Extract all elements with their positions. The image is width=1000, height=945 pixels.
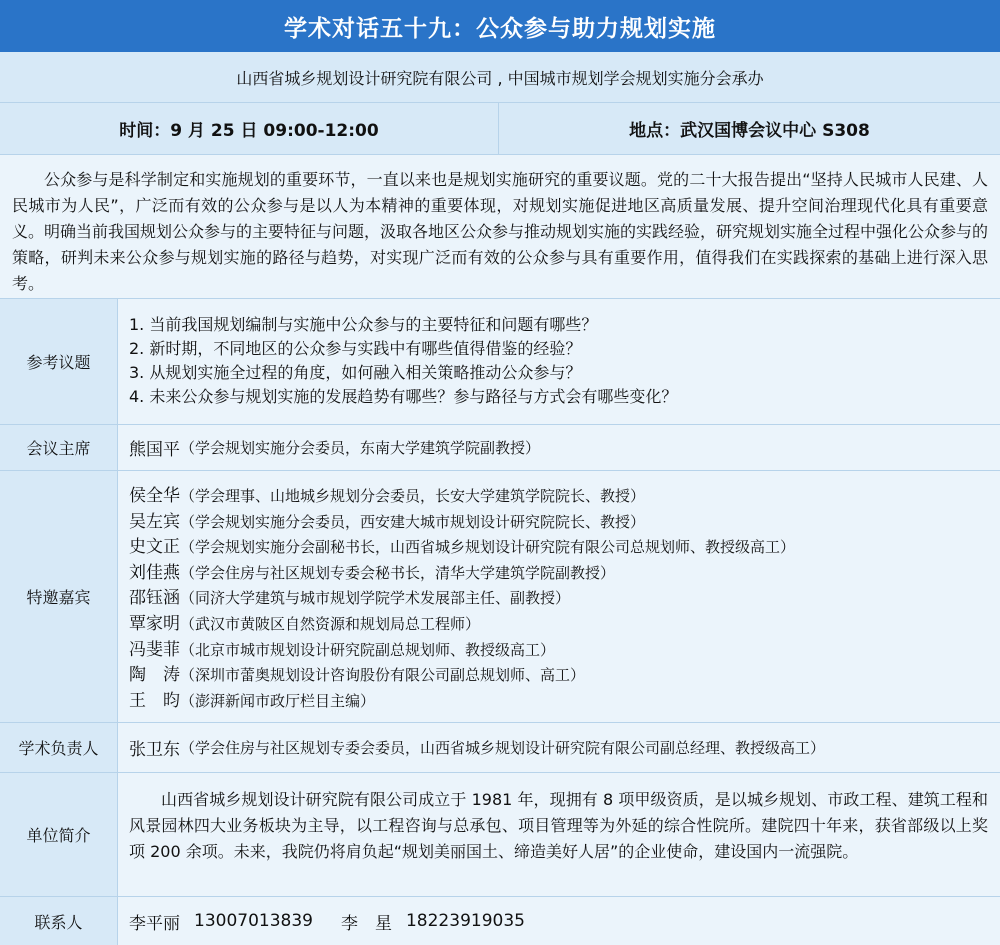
guest-item bbox=[129, 534, 1000, 560]
guest-item bbox=[129, 483, 1000, 509]
time-location-row bbox=[0, 103, 1000, 155]
unit-intro-row bbox=[0, 773, 1000, 897]
guest-desc: （北京市城市规划设计研究院副总规划师、教授级高工） bbox=[180, 640, 556, 659]
contact-person: 李平丽 bbox=[129, 913, 180, 934]
chair-label: 会议主席 bbox=[0, 425, 118, 470]
contact-person: 李 星 bbox=[340, 913, 392, 934]
organizer-line: 山西省城乡规划设计研究院有限公司 , 中国城市规划学会规划实施分会承办 bbox=[0, 52, 1000, 103]
guest-desc: （学会规划实施分会委员，西安建大城市规划设计研究院院长、教授） bbox=[180, 512, 646, 531]
guest-item bbox=[129, 688, 1000, 714]
guest-item bbox=[129, 662, 1000, 688]
time-text: 时间：9 月 25 日 09:00-12:00 bbox=[0, 103, 499, 154]
contact-phone: 13007013839 bbox=[194, 911, 313, 931]
guest-desc: （学会理事、山地城乡规划分会委员，长安大学建筑学院院长、教授） bbox=[180, 487, 646, 505]
academic-label: 学术负责人 bbox=[0, 723, 118, 772]
location-text: 地点：武汉国博会议中心 S308 bbox=[629, 121, 870, 141]
topic-item: 2. 新时期，不同地区的公众参与实践中有哪些值得借鉴的经验？ bbox=[129, 339, 582, 358]
contact-content bbox=[118, 897, 1000, 945]
guest-name: 陶 涛 bbox=[129, 665, 180, 686]
chair-name: 熊国平 bbox=[129, 440, 180, 460]
guest-desc: （武汉市黄陂区自然资源和规划局总工程师） bbox=[180, 614, 481, 633]
topic-item: 4. 未来公众参与规划实施的发展趋势有哪些？参与路径与方式会有哪些变化？ bbox=[129, 387, 678, 406]
guest-item bbox=[129, 560, 1000, 586]
academic-lead-row bbox=[0, 723, 1000, 773]
guest-name: 覃家明 bbox=[129, 613, 180, 634]
guest-name: 冯斐菲 bbox=[129, 639, 180, 660]
chair-desc: （学会规划实施分会委员，东南大学建筑学院副教授） bbox=[180, 439, 541, 457]
guest-name: 侯全华 bbox=[129, 486, 180, 506]
academic-desc: （学会住房与社区规划专委会委员，山西省城乡规划设计研究院有限公司副总经理、教授级高工） bbox=[180, 739, 826, 757]
guest-desc: （同济大学建筑与城市规划学院学术发展部主任、副教授） bbox=[180, 589, 571, 608]
academic-content bbox=[118, 723, 1000, 772]
contact-label: 联系人 bbox=[0, 897, 118, 945]
topic-item: 1. 当前我国规划编制与实施中公众参与的主要特征和问题有哪些？ bbox=[129, 315, 598, 334]
topics-row bbox=[0, 299, 1000, 425]
guest-name: 史文正 bbox=[129, 537, 180, 558]
guest-name: 刘佳燕 bbox=[129, 562, 180, 583]
guests-row bbox=[0, 471, 1000, 723]
guest-item bbox=[129, 637, 1000, 663]
guests-label: 特邀嘉宾 bbox=[0, 471, 118, 722]
guest-desc: （学会规划实施分会副秘书长，山西省城乡规划设计研究院有限公司总规划师、教授级高工） bbox=[180, 538, 796, 557]
guest-name: 王 昀 bbox=[129, 690, 180, 711]
guest-item bbox=[129, 611, 1000, 637]
academic-name: 张卫东 bbox=[129, 740, 180, 760]
guest-item bbox=[129, 509, 1000, 535]
guest-item bbox=[129, 585, 1000, 611]
guest-name: 吴左宾 bbox=[129, 511, 180, 532]
intro-paragraph: 公众参与是科学制定和实施规划的重要环节，一直以来也是规划实施研究的重要议题。党的二十大报告提出“坚持人民城市人民建、人民城市为人民”，广泛而有效的公众参与是以人为本精神的重要体现，对规划实施促进地区高质量发展、提升空间治理现代化具有重要意义。明确当前我国规划公众参与的主要特征与问题，汲取各地区公众参与推动规划实施的实践经验，研究规划实施全过程中强化公众参与的策略，研判未来公众参与规划实施的路径与趋势，对实现广泛而有效的公众参与具有重要作用，值得我们在实践探索的基础上进行深入思考。 bbox=[0, 155, 1000, 299]
contact-row bbox=[0, 897, 1000, 945]
guest-name: 邵钰涵 bbox=[129, 588, 180, 609]
guest-desc: （深圳市蕾奥规划设计咨询股份有限公司副总规划师、高工） bbox=[180, 666, 586, 685]
chair-content bbox=[118, 425, 1000, 470]
guest-desc: （澎湃新闻市政厅栏目主编） bbox=[180, 691, 376, 710]
unit-text: 山西省城乡规划设计研究院有限公司成立于 1981 年，现拥有 8 项甲级资质，是以城乡规划、市政工程、建筑工程和风景园林四大业务板块为主导，以工程咨询与总承包、项目管理等为外延的综合性院所。建院四十年来，获省部级以上奖项 200 余项。未来，我院仍将肩负起“规划美丽国土、缔造美好人居”的企业使命，建设国内一流强院。 bbox=[118, 773, 1000, 896]
guests-list bbox=[118, 471, 1000, 722]
guest-desc: （学会住房与社区规划专委会秘书长，清华大学建筑学院副教授） bbox=[180, 563, 616, 582]
topic-item: 3. 从规划实施全过程的角度，如何融入相关策略推动公众参与？ bbox=[129, 363, 582, 382]
unit-label: 单位简介 bbox=[0, 773, 118, 896]
topics-list bbox=[118, 299, 1000, 424]
page-title: 学术对话五十九：公众参与助力规划实施 bbox=[0, 0, 1000, 52]
contact-phone: 18223919035 bbox=[405, 911, 525, 931]
chair-row bbox=[0, 425, 1000, 471]
topics-label: 参考议题 bbox=[0, 299, 118, 424]
